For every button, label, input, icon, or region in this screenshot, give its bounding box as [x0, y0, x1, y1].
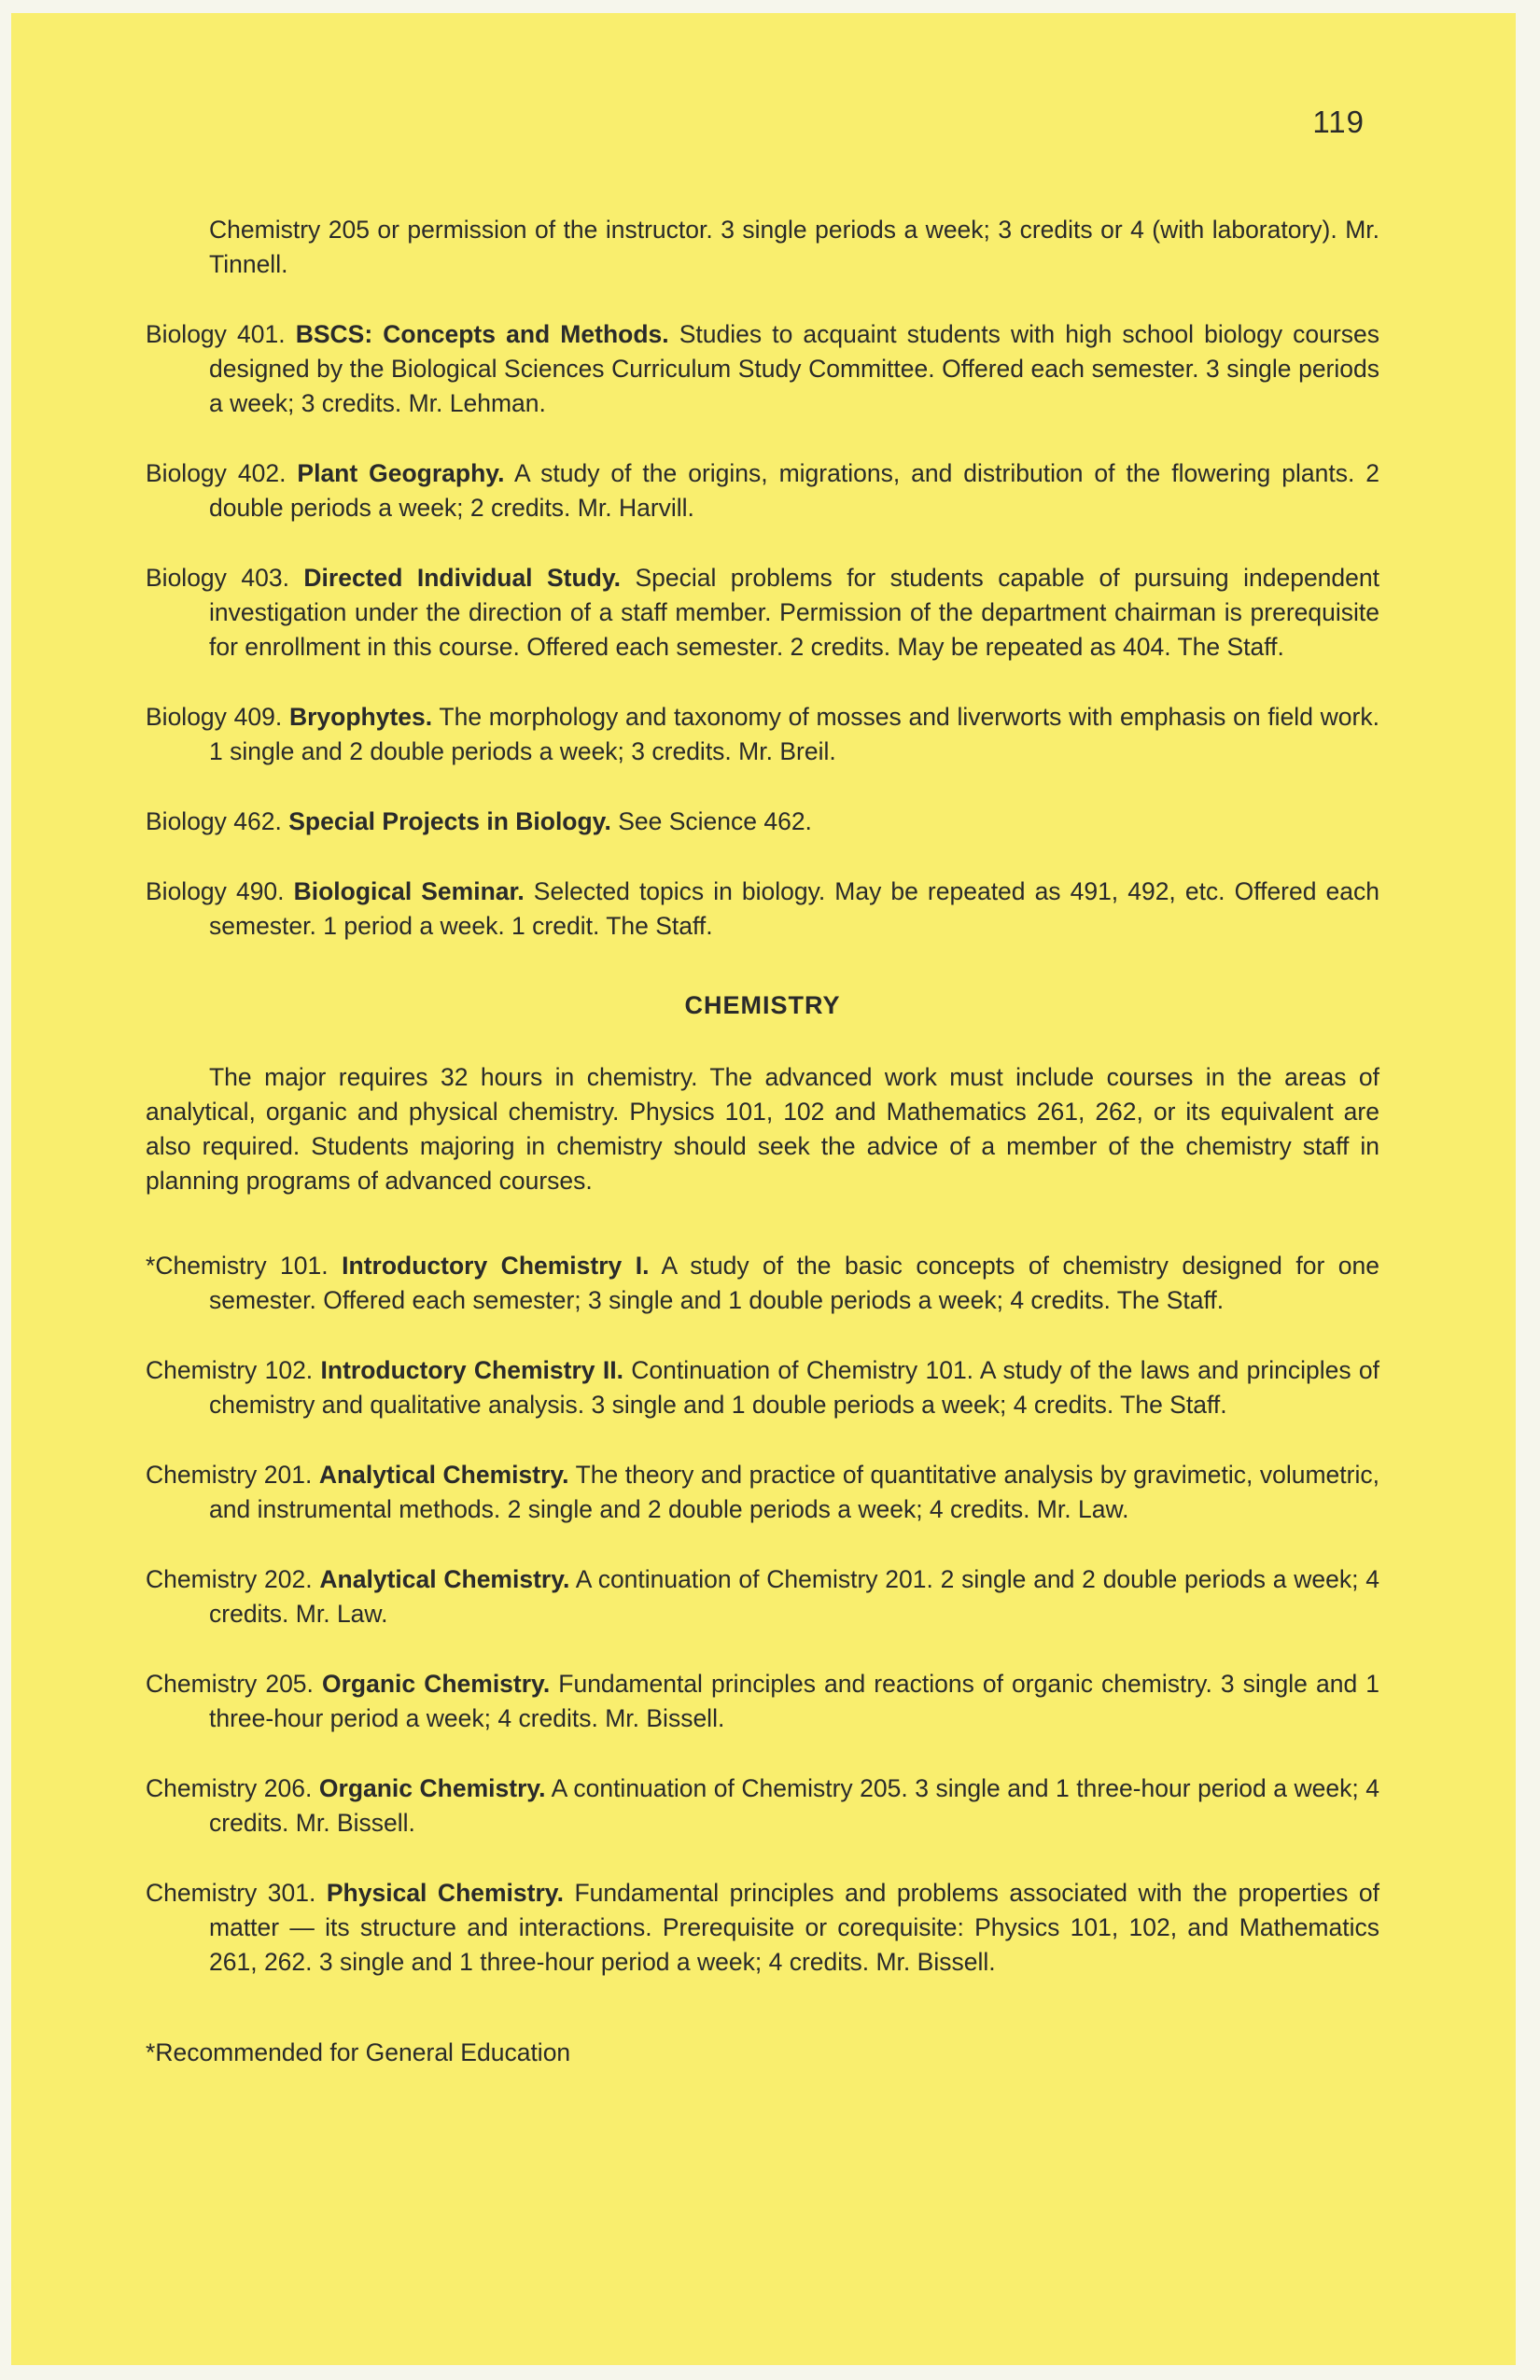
course-description: Selected topics in biology. May be repeated as 491, 492, etc. Offered each semester. 1 period a week. 1 credit. The Staff. [209, 877, 1379, 940]
course-code: Biology 462. [146, 807, 282, 835]
course-entry [146, 561, 1379, 665]
course-code: Chemistry 301. [146, 1879, 316, 1907]
course-description: The morphology and taxonomy of mosses and liverworts with emphasis on field work. 1 single and 2 double periods a week; 3 credits. Mr. Breil. [209, 703, 1379, 765]
chemistry-course-list [146, 1249, 1379, 1980]
course-code: Chemistry 206. [146, 1774, 313, 1802]
course-description: Continuation of Chemistry 101. A study of the laws and principles of chemistry and qualitative analysis. 3 single and 1 double periods a week; 4 credits. The Staff. [209, 1356, 1380, 1419]
course-code: *Chemistry 101. [146, 1252, 329, 1280]
section-intro: The major requires 32 hours in chemistry. The advanced work must include courses in the areas of analytical, organic and physical chemistry. Physics 101, 102 and Mathematics 261, 262, or its equivalent are also required. Students majoring in chemistry should seek the advice of a member of the chemistry staff in planning programs of advanced courses. [146, 1063, 1379, 1195]
course-description: Fundamental principles and reactions of organic chemistry. 3 single and 1 three-hour period a week; 4 credits. Mr. Bissell. [209, 1670, 1379, 1732]
course-title: Biological Seminar. [293, 877, 525, 905]
course-description: A study of the basic concepts of chemistry designed for one semester. Offered each semester; 3 single and 1 double periods a week; 4 credits. The Staff. [209, 1252, 1379, 1314]
section-heading: CHEMISTRY [684, 991, 841, 1019]
course-description: A study of the origins, migrations, and distribution of the flowering plants. 2 double periods a week; 2 credits. Mr. Harvill. [209, 459, 1380, 522]
course-code: Biology 490. [146, 877, 285, 905]
course-code: Biology 402. [146, 459, 287, 487]
course-code: Biology 409. [146, 703, 283, 731]
course-description: The theory and practice of quantitative analysis by gravimetic, volumetric, and instrumental methods. 2 single and 2 double periods a week; 4 credits. Mr. Law. [209, 1461, 1379, 1523]
course-description: A continuation of Chemistry 201. 2 single and 2 double periods a week; 4 credits. Mr. Law. [209, 1565, 1379, 1628]
course-code: Biology 401. [146, 320, 286, 348]
course-description: Fundamental principles and problems associated with the properties of matter — its structure and interactions. Prerequisite or corequisite: Physics 101, 102, and Mathematics 261, 262. 3 single and 1 three-hour period a week; 4 credits. Mr. Bissell. [209, 1879, 1379, 1976]
course-title: Bryophytes. [288, 703, 433, 731]
course-code: Chemistry 201. [146, 1461, 313, 1489]
course-entry [146, 700, 1379, 769]
course-title: Physical Chemistry. [326, 1879, 564, 1907]
course-code: Biology 403. [146, 564, 289, 592]
course-title: Directed Individual Study. [303, 564, 621, 592]
course-description: A continuation of Chemistry 205. 3 single and 1 three-hour period a week; 4 credits. Mr. Bissell. [209, 1774, 1379, 1837]
course-entry [146, 1667, 1379, 1736]
continuation-text: Chemistry 205 or permission of the instructor. 3 single periods a week; 3 credits or 4 (with laboratory). Mr. Tinnell. [209, 216, 1379, 278]
course-title: Analytical Chemistry. [319, 1565, 570, 1593]
course-description: Special problems for students capable of pursuing independent investigation under the direction of a staff member. Permission of the department chairman is prerequisite for enrollment in this course. Offered each semester. 2 credits. May be repeated as 404. The Staff. [209, 564, 1379, 661]
biology-course-list [146, 317, 1379, 944]
course-entry [146, 1562, 1379, 1631]
course-title: Analytical Chemistry. [318, 1461, 569, 1489]
course-code: Chemistry 202. [146, 1565, 313, 1593]
course-entry [146, 1353, 1379, 1422]
course-title: Plant Geography. [297, 459, 505, 487]
page-content [146, 213, 1379, 2095]
course-code: Chemistry 205. [146, 1670, 314, 1698]
course-code: Chemistry 102. [146, 1356, 314, 1384]
course-description: See Science 462. [618, 807, 812, 835]
course-entry [146, 1249, 1379, 1318]
course-title: Organic Chemistry. [321, 1670, 551, 1698]
course-entry [146, 1876, 1379, 1980]
footnote: *Recommended for General Education [146, 2038, 571, 2066]
course-entry [146, 805, 1379, 839]
page-number: 119 [1312, 105, 1365, 139]
catalog-page [11, 13, 1516, 2365]
course-entry [146, 875, 1379, 944]
course-entry [146, 317, 1379, 421]
course-title: Introductory Chemistry II. [320, 1356, 623, 1384]
course-title: Special Projects in Biology. [288, 807, 611, 835]
course-description: Studies to acquaint students with high school biology courses designed by the Biological Sciences Curriculum Study Committee. Offered each semester. 3 single periods a week; 3 credits. Mr. Lehman. [209, 320, 1379, 417]
course-entry [146, 1458, 1379, 1527]
course-title: Introductory Chemistry I. [342, 1252, 650, 1280]
course-title: Organic Chemistry. [318, 1774, 546, 1802]
course-entry [146, 1771, 1379, 1841]
course-entry [146, 456, 1379, 525]
course-title: BSCS: Concepts and Methods. [295, 320, 669, 348]
